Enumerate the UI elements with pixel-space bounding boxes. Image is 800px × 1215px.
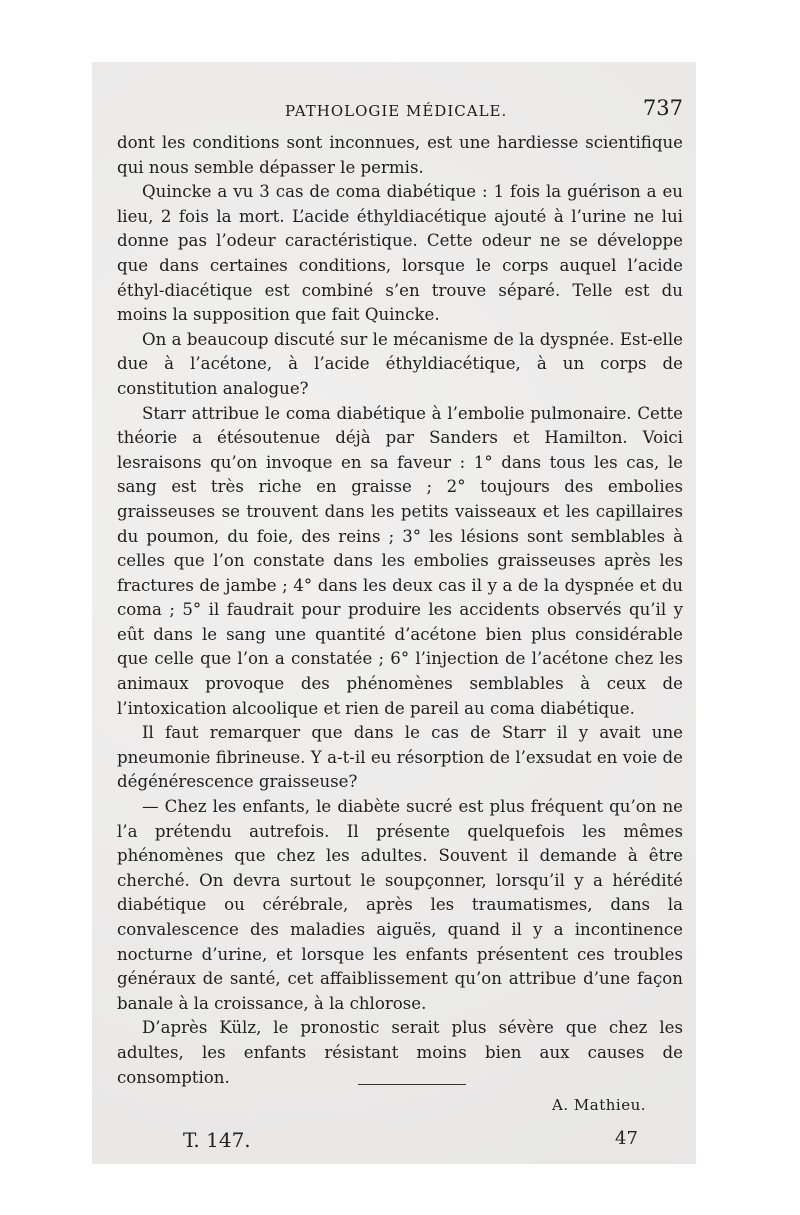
signature-mark: 47 xyxy=(615,1128,638,1149)
separator-rule xyxy=(358,1084,466,1085)
paragraph: On a beaucoup discuté sur le mécanisme de la dyspnée. Est-elle due à l’acétone, à l’acide éthyldiacétique, à un corps de constitution analogue? xyxy=(117,329,683,398)
paragraph: — Chez les enfants, le diabète sucré est plus fréquent qu’on ne l’a prétendu autrefois. Il présente quelquefois les mêmes phénomènes que chez les adultes. Souvent il demande à être cherché. On devra surtout le soupçonner, lorsqu’il y a hérédité diabétique ou cérébrale, après les traumatismes, dans la convalescence des maladies aiguës, quand il y a incontinence nocturne d’urine, et lorsque les enfants présentent ces troubles généraux de santé, cet affaiblissement qu’on attribue d’une façon banale à la croissance, à la chlorose. xyxy=(117,797,683,1013)
paragraph: Il faut remarquer que dans le cas de Starr il y avait une pneumonie fibrineuse. Y a-t-il eu résorption de l’exsudat en voie de dégénérescence graisseuse? xyxy=(117,723,683,792)
running-title: PATHOLOGIE MÉDICALE. xyxy=(285,102,508,120)
running-head xyxy=(117,96,683,124)
author-signature: A. Mathieu. xyxy=(552,1096,646,1115)
paragraph: Starr attribue le coma diabétique à l’embolie pulmonaire. Cette théorie a étésoutenue déjà par Sanders et Hamilton. Voici lesraisons qu’on invoque en sa faveur : 1° dans tous les cas, le sang est très riche en graisse ; 2° toujours des embolies graisseuses se trouvent dans les petits vaisseaux et les capillaires du poumon, du foie, des reins ; 3° les lésions sont semblables à celles que l’on constate dans les embolies graisseuses après les fractures de jambe ; 4° dans les deux cas il y a de la dyspnée et du coma ; 5° il faudrait pour produire les accidents observés qu’il y eût dans le sang une quantité d’acétone bien plus considérable que celle que l’on a constatée ; 6° l’injection de l’acétone chez les animaux provoque des phénomènes semblables à ceux de l’intoxication alcoolique et rien de pareil au coma diabétique. xyxy=(117,403,683,718)
page-number: 737 xyxy=(642,96,683,120)
paragraph: Quincke a vu 3 cas de coma diabétique : 1 fois la guérison a eu lieu, 2 fois la mort. L’acide éthyldiacétique ajouté à l’urine ne lui donne pas l’odeur caractéristique. Cette odeur ne se développe que dans certaines conditions, lorsque le corps auquel l’acide éthyl-diacétique est combiné s’en trouve séparé. Telle est du moins la supposition que fait Quincke. xyxy=(117,182,683,325)
paragraph: D’après Külz, le pronostic serait plus sévère que chez les adultes, les enfants résistant moins bien aux causes de consomption. xyxy=(117,1018,683,1087)
volume-mark: T. 147. xyxy=(183,1128,251,1152)
article-body xyxy=(117,131,683,1118)
paragraph: dont les conditions sont inconnues, est une hardiesse scientifique qui nous semble dépasser le permis. xyxy=(117,133,683,177)
